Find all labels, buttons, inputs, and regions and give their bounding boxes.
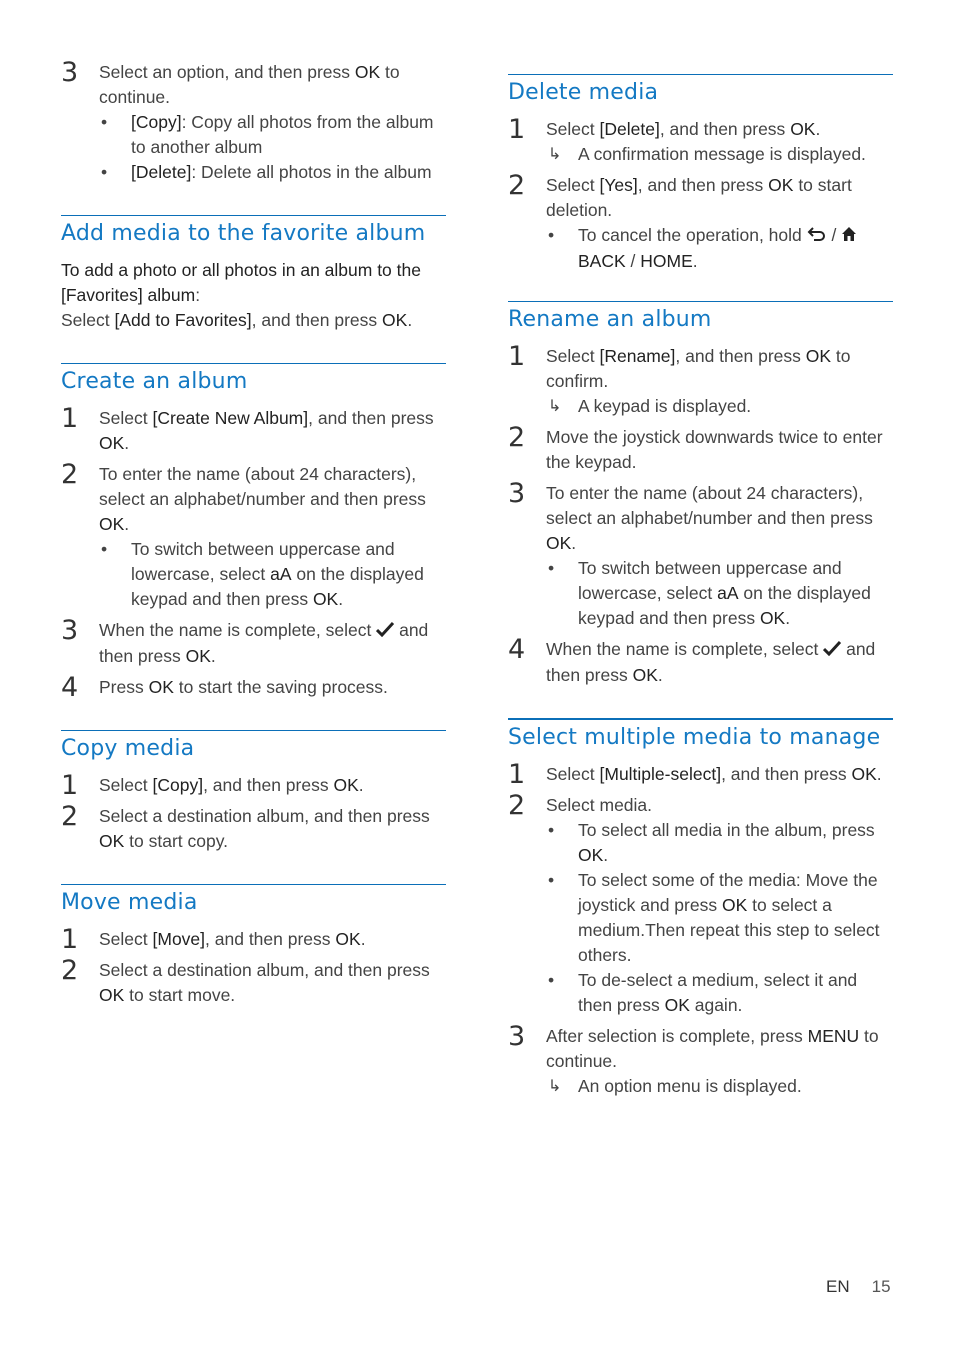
result-line: ↳ A confirmation message is displayed. bbox=[546, 142, 893, 167]
step-number: 2 bbox=[508, 789, 526, 821]
result-line: ↳ An option menu is displayed. bbox=[546, 1074, 893, 1099]
result-line: ↳ A keypad is displayed. bbox=[546, 394, 893, 419]
step-number: 1 bbox=[61, 403, 79, 434]
favorite-instructions: To add a photo or all photos in an album to the [Favorites] album: Select [Add to Favorites], and then press OK. bbox=[61, 260, 421, 330]
page-number: 15 bbox=[871, 1277, 891, 1296]
step: 1 Select [Multiple-select], and then press OK. bbox=[508, 758, 882, 790]
bullet-dot: • bbox=[548, 969, 555, 990]
copy-media-section bbox=[61, 730, 446, 854]
section-title: Rename an album bbox=[508, 306, 712, 332]
back-icon bbox=[807, 224, 827, 249]
home-icon bbox=[841, 224, 857, 249]
step-number: 1 bbox=[508, 758, 526, 790]
step: 3 After selection is complete, press MENU to continue. ↳ An option menu is displayed. bbox=[508, 1024, 893, 1099]
bullet-item: • To switch between uppercase and lowercase, select aA on the displayed keypad and then press OK. bbox=[99, 537, 446, 612]
step-number: 2 bbox=[508, 170, 526, 201]
bullet-item: • To select all media in the album, press OK. bbox=[546, 818, 893, 868]
step: 2 Move the joystick downwards twice to enter the keypad. bbox=[508, 421, 883, 472]
step: 1 Select [Rename], and then press OK to confirm. ↳ A keypad is displayed. bbox=[508, 344, 893, 419]
bullet-dot: • bbox=[101, 112, 108, 132]
step-number: 4 bbox=[508, 633, 526, 665]
left-column bbox=[61, 57, 446, 1008]
multi-select-section bbox=[508, 718, 893, 1099]
section-title: Select multiple media to manage bbox=[508, 724, 881, 750]
check-icon bbox=[823, 638, 841, 663]
right-column bbox=[508, 74, 893, 1099]
step-number: 2 bbox=[61, 954, 79, 986]
bullet-item: • To cancel the operation, hold / BACK / HOME. bbox=[546, 223, 893, 274]
step: 3 When the name is complete, select and then press OK. bbox=[61, 615, 429, 666]
result-arrow-icon: ↳ bbox=[548, 1077, 562, 1095]
continue-step: 3 Select an option, and then press OK to continue. • [Copy]: Copy all photos from the album to another album • [Delete]: Delete all photos in the album bbox=[61, 60, 446, 185]
step-number: 1 bbox=[508, 114, 526, 145]
delete-media-section bbox=[508, 74, 893, 274]
step-number: 3 bbox=[61, 57, 79, 88]
step: 2 Select a destination album, and then press OK to start copy. bbox=[61, 800, 430, 851]
step-number: 2 bbox=[508, 421, 526, 453]
step-number: 3 bbox=[508, 1020, 526, 1052]
bullet-dot: • bbox=[548, 819, 555, 840]
step-number: 2 bbox=[61, 800, 79, 832]
check-icon bbox=[376, 619, 394, 644]
result-arrow-icon: ↳ bbox=[548, 397, 562, 415]
step-number: 1 bbox=[508, 340, 526, 372]
step-number: 2 bbox=[61, 459, 79, 490]
bullet-item: • [Copy]: Copy all photos from the album to another album bbox=[99, 110, 446, 160]
bullet-item: • [Delete]: Delete all photos in the album bbox=[99, 160, 446, 185]
bullet-item: • To select some of the media: Move the joystick and press OK to select a medium.Then repeat this step to select others. bbox=[546, 868, 893, 968]
result-arrow-icon: ↳ bbox=[548, 146, 562, 163]
step: 4 When the name is complete, select and then press OK. bbox=[508, 633, 876, 685]
step: 2 Select a destination album, and then press OK to start move. bbox=[61, 954, 430, 1005]
bullet-dot: • bbox=[548, 225, 555, 245]
step: 2 Select [Yes], and then press OK to start deletion. • To cancel the operation, hold / BACK / HOME. bbox=[508, 173, 893, 274]
section-title: Add media to the favorite album bbox=[61, 221, 426, 246]
step: 4 Press OK to start the saving process. bbox=[61, 671, 388, 703]
section-title: Move media bbox=[61, 889, 198, 915]
bullet-item: • To switch between uppercase and lowercase, select aA on the displayed keypad and then press OK. bbox=[546, 556, 893, 631]
step: 1 Select [Move], and then press OK. bbox=[61, 923, 366, 955]
move-media-section bbox=[61, 884, 446, 1008]
step: 2 Select media. • To select all media in the album, press OK. • To select some of the media: Move the joystick and press OK to select a medium.Then repeat this step to select others. • To de-select a medium, select it and then press OK again. bbox=[508, 793, 893, 1018]
bullet-item: • To de-select a medium, select it and then press OK again. bbox=[546, 968, 893, 1018]
step: 1 Select [Create New Album], and then press OK. bbox=[61, 403, 434, 453]
language-label: EN bbox=[826, 1277, 850, 1296]
section-title: Delete media bbox=[508, 80, 659, 105]
step: 3 To enter the name (about 24 characters), select an alphabet/number and then press OK. • To switch between uppercase and lowercase, select aA on the displayed keypad and then press OK. bbox=[508, 481, 893, 631]
step-number: 1 bbox=[61, 923, 79, 955]
bullet-dot: • bbox=[548, 869, 555, 890]
bullet-dot: • bbox=[101, 539, 108, 559]
step-number: 3 bbox=[61, 615, 79, 646]
page-footer bbox=[826, 1277, 891, 1297]
rename-album-section bbox=[508, 301, 893, 688]
create-album-section bbox=[61, 363, 446, 703]
section-title: Create an album bbox=[61, 369, 248, 394]
bullet-dot: • bbox=[101, 162, 108, 182]
step-number: 1 bbox=[61, 769, 79, 801]
step-number: 4 bbox=[61, 671, 79, 703]
step: 1 Select [Delete], and then press OK. ↳ A confirmation message is displayed. bbox=[508, 117, 893, 167]
step: 1 Select [Copy], and then press OK. bbox=[61, 769, 364, 801]
step-number: 3 bbox=[508, 477, 526, 509]
favorite-section bbox=[61, 215, 446, 333]
step: 2 To enter the name (about 24 characters), select an alphabet/number and then press OK. • To switch between uppercase and lowercase, select aA on the displayed keypad and then press OK. bbox=[61, 462, 446, 612]
bullet-dot: • bbox=[548, 557, 555, 578]
section-title: Copy media bbox=[61, 735, 195, 761]
